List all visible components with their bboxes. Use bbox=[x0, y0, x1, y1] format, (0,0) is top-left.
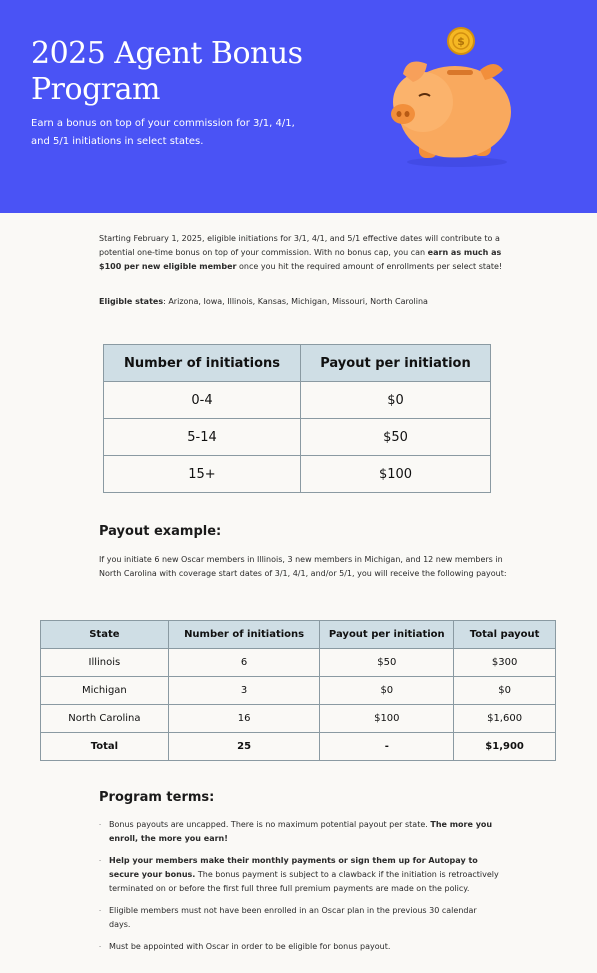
table-cell: 16 bbox=[168, 705, 320, 733]
example-table bbox=[40, 620, 556, 761]
table-cell: $1,600 bbox=[454, 705, 556, 733]
table-cell: $50 bbox=[320, 649, 454, 677]
intro-paragraph: Starting February 1, 2025, eligible initiations for 3/1, 4/1, and 5/1 effective dates will contribute to a potential one-time bonus on top of your commission. With no bonus cap, you can earn as much as $100 per new eligible member once you hit the required amount of enrollments per select state! bbox=[99, 234, 503, 271]
column-header: Total payout bbox=[454, 621, 556, 649]
table-cell: $1,900 bbox=[454, 733, 556, 761]
column-header: Number of initiations bbox=[168, 621, 320, 649]
table-cell: North Carolina bbox=[41, 705, 169, 733]
table-cell: $100 bbox=[320, 705, 454, 733]
table-cell: 0-4 bbox=[104, 382, 301, 419]
column-header: Number of initiations bbox=[104, 345, 301, 382]
table-cell: 15+ bbox=[104, 456, 301, 493]
hero-banner bbox=[0, 0, 597, 213]
eligible-states: Eligible states: Arizona, Iowa, Illinois, Kansas, Michigan, Missouri, North Carolina bbox=[99, 297, 428, 306]
table-cell: $100 bbox=[300, 456, 490, 493]
table-header-row bbox=[104, 345, 491, 382]
column-header: Payout per initiation bbox=[320, 621, 454, 649]
table-total-row bbox=[41, 733, 556, 761]
table-cell: 25 bbox=[168, 733, 320, 761]
table-cell: $300 bbox=[454, 649, 556, 677]
table-cell: 3 bbox=[168, 677, 320, 705]
program-terms-heading: Program terms: bbox=[99, 790, 215, 805]
table-row bbox=[104, 382, 491, 419]
table-row bbox=[104, 456, 491, 493]
list-item: - Help your members make their monthly payments or sign them up for Autopay to secure your bonus. The bonus payment is subject to a clawback if the initiation is retroactively terminated on or before the first full three full premium payments are made on the policy. bbox=[99, 854, 499, 896]
payout-example-text: If you initiate 6 new Oscar members in Illinois, 3 new members in Michigan, and 12 new members in North Carolina with coverage start dates of 3/1, 4/1, and/or 5/1, you will receive the following payout: bbox=[99, 555, 507, 578]
table-cell: $50 bbox=[300, 419, 490, 456]
program-terms-list bbox=[99, 818, 499, 962]
table-row bbox=[41, 649, 556, 677]
column-header: Payout per initiation bbox=[300, 345, 490, 382]
list-item: - Eligible members must not have been enrolled in an Oscar plan in the previous 30 calendar days. bbox=[99, 904, 499, 932]
table-cell: $0 bbox=[454, 677, 556, 705]
tier-table bbox=[103, 344, 491, 493]
table-cell: 5-14 bbox=[104, 419, 301, 456]
eligible-states-label: Eligible states bbox=[99, 297, 164, 306]
piggy-bank-icon bbox=[385, 22, 525, 172]
table-row bbox=[41, 705, 556, 733]
table-header-row bbox=[41, 621, 556, 649]
table-cell: $0 bbox=[320, 677, 454, 705]
table-cell: Total bbox=[41, 733, 169, 761]
coin-icon bbox=[448, 28, 474, 54]
table-cell: Michigan bbox=[41, 677, 169, 705]
list-item: - Must be appointed with Oscar in order to be eligible for bonus payout. bbox=[99, 940, 499, 954]
column-header: State bbox=[41, 621, 169, 649]
table-cell: Illinois bbox=[41, 649, 169, 677]
table-cell: 6 bbox=[168, 649, 320, 677]
svg-text:$: $ bbox=[457, 35, 465, 48]
payout-example-heading: Payout example: bbox=[99, 524, 222, 539]
table-cell: - bbox=[320, 733, 454, 761]
table-cell: $0 bbox=[300, 382, 490, 419]
table-row bbox=[104, 419, 491, 456]
table-row bbox=[41, 677, 556, 705]
hero-subtitle: Earn a bonus on top of your commission for 3/1, 4/1, and 5/1 initiations in select states. bbox=[31, 118, 295, 147]
page-title: 2025 Agent Bonus Program bbox=[31, 36, 303, 107]
list-item: - Bonus payouts are uncapped. There is no maximum potential payout per state. The more you enroll, the more you earn! bbox=[99, 818, 499, 846]
